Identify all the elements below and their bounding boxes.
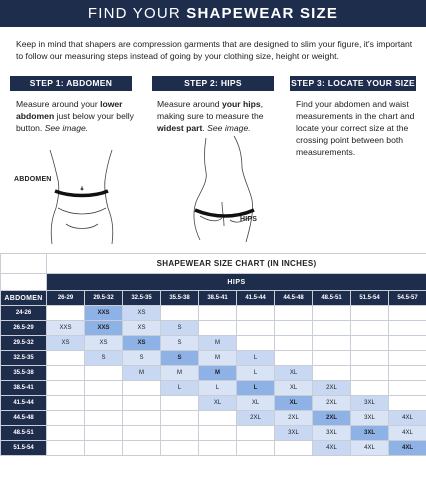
step-3-heading: STEP 3: LOCATE YOUR SIZE [290,76,416,91]
abdomen-label: ABDOMEN [14,176,52,183]
size-cell: S [123,351,161,366]
size-cell: XS [85,336,123,351]
banner-title-bold: SHAPEWEAR SIZE [186,5,339,22]
size-cell: XS [123,336,161,351]
size-cell: 2XL [275,411,313,426]
size-cell [389,336,426,351]
size-cell [313,366,351,381]
size-cell [313,321,351,336]
table-row [1,441,426,456]
size-cell [389,351,426,366]
hips-label: HIPS [240,216,258,223]
size-cell: XS [47,336,85,351]
size-cell [237,441,275,456]
hips-column-header: 35.5-38 [161,291,199,306]
size-cell [351,336,389,351]
abdomen-row-header: 26.5-29 [1,321,47,336]
size-cell [85,381,123,396]
size-cell [123,396,161,411]
size-cell [161,426,199,441]
size-cell [313,351,351,366]
hips-column-header: 26-29 [47,291,85,306]
size-cell: M [199,366,237,381]
size-cell: 2XL [313,396,351,411]
abdomen-illustration [22,146,132,246]
size-cell: S [161,321,199,336]
hips-header: HIPS [47,274,426,291]
size-cell [47,366,85,381]
chart-corner-cell-2 [1,274,47,291]
step-3-text: Find your abdomen and waist measurements in the chart and locate your correct size at the crossing point between both measurements. [296,99,415,157]
size-cell [313,336,351,351]
size-cell [351,306,389,321]
size-cell: XL [275,396,313,411]
size-cell [275,441,313,456]
step-2-text [157,98,287,134]
size-cell [237,306,275,321]
size-cell: XXS [85,306,123,321]
chart-column-header-row [1,291,426,306]
size-cell [85,411,123,426]
size-cell: 4XL [389,411,426,426]
banner-title-pre: FIND YOUR [87,5,187,22]
size-cell [47,426,85,441]
size-cell [85,366,123,381]
size-cell [237,336,275,351]
table-row [1,426,426,441]
intro-text: Keep in mind that shapers are compression garments that are designed to slim your figure, it's important to follow our measuring steps instead of going by your clothing size, height or weight. [16,39,413,61]
table-row [1,321,426,336]
size-cell [47,306,85,321]
abdomen-row-header: 32.5-35 [1,351,47,366]
table-row [1,336,426,351]
table-row [1,381,426,396]
size-cell: 3XL [313,426,351,441]
step-2-text-bold: your hips [221,99,261,109]
hips-illustration [170,136,280,246]
size-cell: L [237,381,275,396]
hips-column-header: 54.5-57 [389,291,426,306]
size-cell: S [85,351,123,366]
size-cell [199,411,237,426]
size-cell: S [161,351,199,366]
size-cell [85,441,123,456]
size-cell [123,411,161,426]
size-cell [351,366,389,381]
size-cell [389,306,426,321]
size-cell: XXS [85,321,123,336]
size-cell [237,426,275,441]
size-cell: 3XL [351,426,389,441]
size-cell [161,441,199,456]
size-cell: XL [275,381,313,396]
size-cell [313,306,351,321]
step-2-text-c: . [202,123,208,133]
size-cell: L [161,381,199,396]
size-cell: L [237,366,275,381]
size-cell [351,381,389,396]
size-cell [85,426,123,441]
abdomen-row-header: 51.5-54 [1,441,47,456]
abdomen-row-header: 29.5-32 [1,336,47,351]
size-cell: XXS [47,321,85,336]
hips-column-header: 48.5-51 [313,291,351,306]
step-1-text-b: just below your belly button. [16,111,134,133]
size-cell: L [237,351,275,366]
size-cell [199,321,237,336]
abdomen-row-header: 44.5-48 [1,411,47,426]
size-cell [389,381,426,396]
chart-hips-row [1,274,426,291]
size-cell: XL [275,366,313,381]
size-cell [389,366,426,381]
chart-corner-cell [1,254,47,274]
size-cell [389,321,426,336]
size-cell [47,441,85,456]
size-cell: 2XL [237,411,275,426]
size-cell: M [199,351,237,366]
size-cell [161,411,199,426]
abdomen-row-header: 41.5-44 [1,396,47,411]
step-1-text-a: Measure around your [16,99,101,109]
size-cell [275,351,313,366]
size-cell: XS [123,306,161,321]
abdomen-row-header: 48.5-51 [1,426,47,441]
size-cell: XL [199,396,237,411]
hips-column-header: 41.5-44 [237,291,275,306]
size-cell [161,306,199,321]
size-cell [199,426,237,441]
size-cell: L [199,381,237,396]
step-2-text-b: , making sure to measure the [157,99,264,121]
size-cell: 2XL [313,381,351,396]
size-cell [161,396,199,411]
size-cell [47,396,85,411]
step-1-text-italic: See image. [44,123,89,133]
size-cell [389,396,426,411]
table-row [1,351,426,366]
size-cell [275,306,313,321]
step-1-text-bold: lower abdomen [16,99,123,121]
abdomen-row-header: 24-26 [1,306,47,321]
hips-column-header: 51.5-54 [351,291,389,306]
size-cell: 4XL [313,441,351,456]
size-chart [0,253,426,480]
size-cell: M [199,336,237,351]
size-cell: XL [237,396,275,411]
size-cell: 4XL [389,426,426,441]
chart-title: SHAPEWEAR SIZE CHART (IN INCHES) [47,254,426,274]
size-cell: 4XL [389,441,426,456]
chart-body [1,306,426,456]
size-chart-table [0,253,426,456]
size-cell [123,441,161,456]
step-2-text-a: Measure around [157,99,222,109]
page-banner [0,0,426,27]
table-row [1,306,426,321]
hips-column-header: 38.5-41 [199,291,237,306]
step-2-heading: STEP 2: HIPS [152,76,274,91]
hips-column-header: 44.5-48 [275,291,313,306]
step-2-text-italic: See image. [207,123,251,133]
size-cell: 4XL [351,441,389,456]
table-row [1,396,426,411]
size-cell [123,381,161,396]
size-cell: 3XL [275,426,313,441]
hips-column-header: 29.5-32 [85,291,123,306]
size-cell [47,351,85,366]
size-cell: M [123,366,161,381]
table-row [1,366,426,381]
size-cell: 3XL [351,411,389,426]
size-cell [275,336,313,351]
size-cell: 3XL [351,396,389,411]
size-cell: 2XL [313,411,351,426]
step-1-text [16,98,141,134]
size-cell [199,441,237,456]
size-cell: M [161,366,199,381]
size-cell: S [161,336,199,351]
table-row [1,411,426,426]
size-cell [275,321,313,336]
size-cell [237,321,275,336]
size-cell [351,321,389,336]
size-cell: XS [123,321,161,336]
size-cell [199,306,237,321]
hips-column-header: 32.5-35 [123,291,161,306]
size-cell [47,411,85,426]
step-1-heading: STEP 1: ABDOMEN [10,76,132,91]
size-cell [47,381,85,396]
chart-title-row [1,254,426,274]
abdomen-header: ABDOMEN [1,291,47,306]
step-2-text-bold2: widest part [157,123,203,133]
size-cell [85,396,123,411]
size-cell [123,426,161,441]
abdomen-row-header: 38.5-41 [1,381,47,396]
size-cell [351,351,389,366]
abdomen-row-header: 35.5-38 [1,366,47,381]
